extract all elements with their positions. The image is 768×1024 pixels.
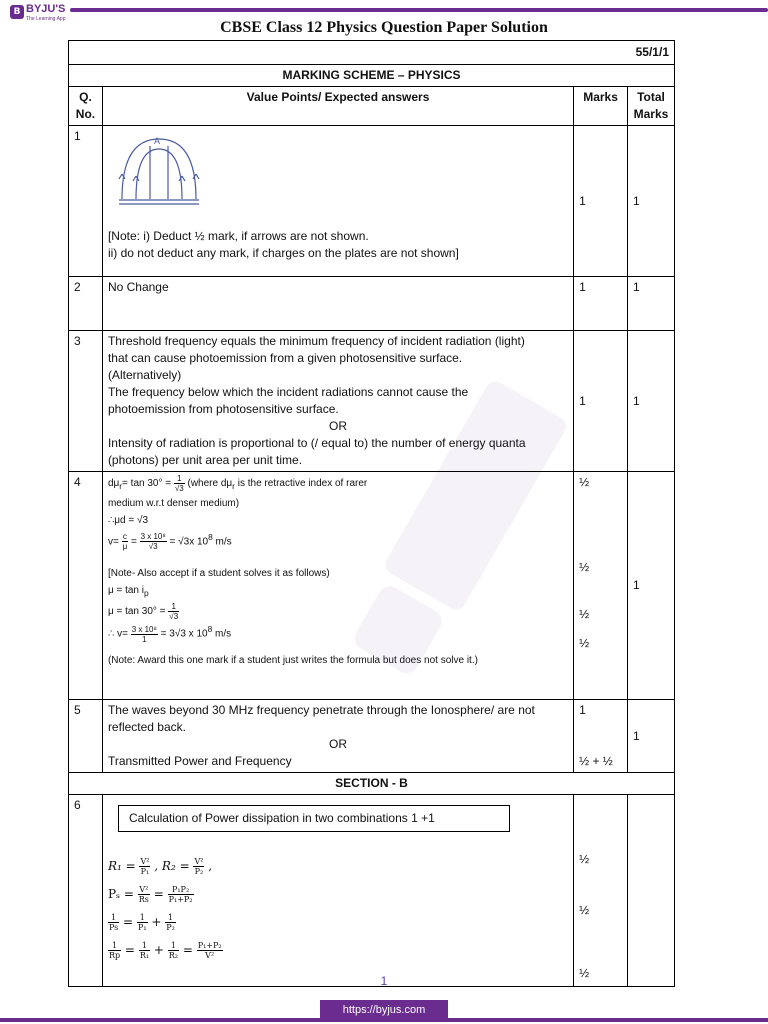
or-separator: OR — [329, 419, 348, 433]
mark-value: ½ — [579, 475, 590, 489]
answer-3 — [102, 331, 573, 472]
top-rule — [70, 8, 768, 12]
answer-line: photoemission from photosensitive surface. — [107, 402, 339, 416]
header-marks: Marks — [574, 87, 628, 126]
answer-4 — [102, 472, 573, 700]
table-row — [69, 331, 675, 472]
answer-line: Threshold frequency equals the minimum frequency of incident radiation (light) — [107, 334, 525, 348]
top-bar — [0, 0, 768, 18]
paper-code: 55/1/1 — [69, 41, 675, 65]
qno-3: 3 — [69, 331, 103, 472]
marking-scheme-table — [68, 40, 675, 987]
qno-4: 4 — [69, 472, 103, 700]
total-3: 1 — [627, 331, 674, 472]
marks-2: 1 — [574, 277, 628, 331]
page-number: 1 — [380, 974, 388, 988]
total-5: 1 — [627, 700, 674, 773]
marks-3: 1 — [574, 331, 628, 472]
answer-1 — [102, 126, 573, 277]
answer-line: The frequency below which the incident radiations cannot cause the — [107, 385, 469, 399]
answer-line: ∴μd = √3 — [107, 515, 149, 527]
page-title: CBSE Class 12 Physics Question Paper Solution — [220, 19, 548, 36]
qno-6: 6 — [69, 795, 103, 987]
mark-value: ½ — [579, 636, 590, 650]
mark-value: ½ — [579, 852, 590, 866]
table-row — [69, 795, 675, 987]
answer-line: Transmitted Power and Frequency — [107, 754, 292, 768]
qno-5: 5 — [69, 700, 103, 773]
answer-line: medium w.r.t denser medium) — [107, 498, 240, 510]
answer-2: No Change — [102, 277, 573, 331]
table-row — [69, 277, 675, 331]
q6-boxed-note: Calculation of Power dissipation in two combinations 1 +1 — [118, 805, 510, 832]
q6-equations: R₁ = $\frac{\text{V²}}{\text{P₁}}$ , R₂ = $\frac{\text{V²}}{\text{P₂}}$ , Pₛ = $\frac{\text{V²}}{Rs}$ = $\frac{\text{P₁P₂}}{\text{P₁+P₂}}$ $\frac{1}{Ps}$ = $\frac{1}{\text{P₁}}$ + $\frac{1}{\text{P₂}}$ $\frac{1}{Rp}$ = $\frac{1}{\text{R₁}}$ + $\frac{1}{\text{R₂}}$ = $\frac{\text{P₁+P₂}}{\text{V²}}$ — [107, 857, 222, 960]
logo-text: BYJU'S — [26, 3, 66, 15]
total-1: 1 — [627, 126, 674, 277]
total-4: 1 — [627, 472, 674, 700]
mark-value: ½ — [579, 607, 590, 621]
answer-line: $\mu = \tan i_p$ — [107, 585, 149, 599]
answer-line: (Alternatively) — [107, 368, 182, 382]
answer-line: (photons) per unit area per unit time. — [107, 453, 303, 467]
svg-text:A: A — [153, 136, 160, 146]
total-6 — [627, 795, 674, 987]
table-row — [69, 472, 675, 700]
qno-2: 2 — [69, 277, 103, 331]
table-row — [69, 700, 675, 773]
answer-line: [Note- Also accept if a student solves it as follows) — [107, 568, 330, 580]
marks-6 — [574, 795, 628, 987]
mark-value: ½ — [579, 903, 590, 917]
answer-line: that can cause photoemission from a given photosensitive surface. — [107, 351, 463, 365]
section-b-heading: SECTION - B — [69, 773, 675, 795]
footer-url-link[interactable]: https://byjus.com — [320, 1000, 448, 1020]
note-1b: ii) do not deduct any mark, if charges on the plates are not shown] — [107, 246, 459, 260]
mark-value: ½ + ½ — [579, 754, 613, 768]
qno-1: 1 — [69, 126, 103, 277]
answer-line: (Note: Award this one mark if a student just writes the formula but does not solve it.) — [107, 654, 478, 666]
answer-line: reflected back. — [107, 720, 186, 734]
answer-line: ∴ v= $\frac{\text{3 x 10⁸}}{1}$ = 3√3 x $10^8$ m/s — [107, 624, 232, 644]
header-value-points: Value Points/ Expected answers — [102, 87, 573, 126]
header-qno: Q. No. — [69, 87, 103, 126]
logo-tagline: The Learning App — [26, 16, 66, 22]
mark-value: 1 — [579, 703, 586, 717]
marks-5 — [574, 700, 628, 773]
or-separator: OR — [329, 737, 348, 751]
mark-value: ½ — [579, 966, 590, 980]
marks-1: 1 — [574, 126, 628, 277]
field-lines-figure — [114, 134, 204, 214]
answer-line: μ = tan 30° = $\frac{1}{√3}$ — [107, 602, 179, 622]
header-total-marks: Total Marks — [627, 87, 674, 126]
table-row — [69, 126, 675, 277]
answer-6 — [102, 795, 573, 987]
answer-line: v= $\frac{c}{\mu}$ = $\frac{\text{3 x 10⁸}}{√3}$ = √3x $10^8$ m/s — [107, 532, 232, 552]
answer-line: The waves beyond 30 MHz frequency penetrate through the Ionosphere/ are not — [107, 703, 535, 717]
marks-4 — [574, 472, 628, 700]
note-1a: [Note: i) Deduct ½ mark, if arrows are not shown. — [107, 229, 369, 243]
mark-value: ½ — [579, 560, 590, 574]
answer-line: $d\mu_r= \tan 30^\circ$ = $\frac{1}{√3}$ (where $d\mu_r$ is the retractive index of rarer — [107, 474, 368, 493]
scheme-title: MARKING SCHEME – PHYSICS — [69, 65, 675, 87]
answer-5 — [102, 700, 573, 773]
logo-mark-icon: B — [10, 5, 24, 19]
total-2: 1 — [627, 277, 674, 331]
answer-line: Intensity of radiation is proportional to (/ equal to) the number of energy quanta — [107, 436, 526, 450]
